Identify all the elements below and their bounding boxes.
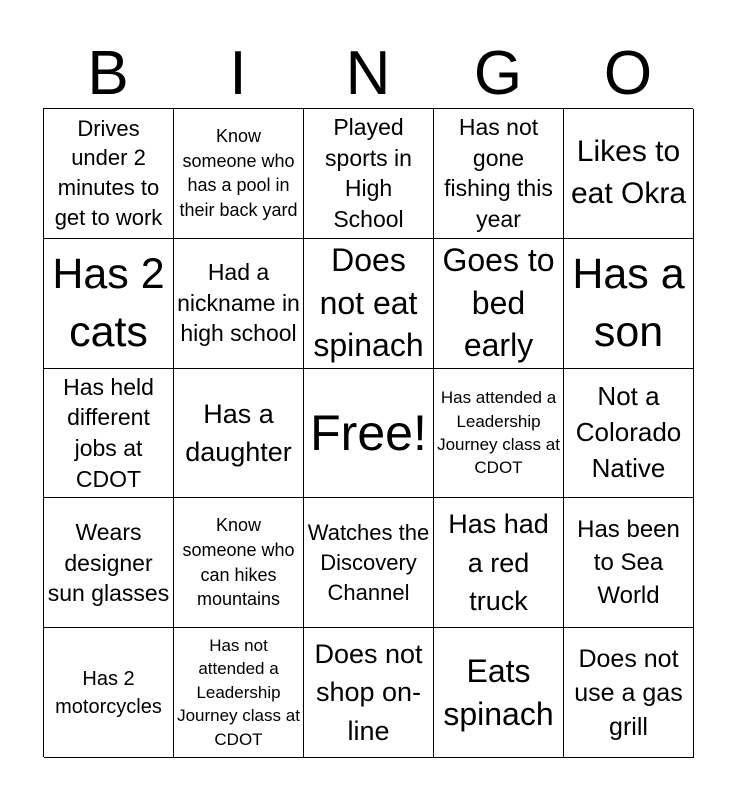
- bingo-cell-text: Had a nickname in high school: [177, 259, 300, 347]
- bingo-cell-text: Has a daughter: [185, 398, 292, 467]
- bingo-cell-text: Free!: [310, 404, 427, 461]
- bingo-cell-r3-c5[interactable]: [564, 369, 694, 499]
- bingo-cell-text: Has been to Sea World: [577, 516, 680, 610]
- bingo-cell-text: Know someone who can hikes mountains: [182, 515, 295, 610]
- header-letter-g: G: [473, 39, 523, 108]
- bingo-cell-text: Watches the Discovery Channel: [307, 519, 430, 605]
- bingo-cell-r5-c3[interactable]: [304, 628, 434, 758]
- header-letter-o: O: [603, 39, 653, 108]
- bingo-cell-r5-c2[interactable]: [174, 628, 304, 758]
- bingo-cell-text: Does not shop on-line: [314, 639, 423, 746]
- bingo-cell-r3-c1[interactable]: [44, 369, 174, 499]
- bingo-cell-r1-c5[interactable]: [564, 109, 694, 239]
- bingo-cell-r2-c2[interactable]: [174, 239, 304, 369]
- bingo-cell-text: Does not eat spinach: [313, 242, 424, 364]
- bingo-cell-r5-c5[interactable]: [564, 628, 694, 758]
- bingo-cell-text: Has attended a Leadership Journey class at CDOT: [437, 388, 560, 478]
- bingo-cell-text: Goes to bed early: [442, 242, 555, 364]
- bingo-cell-r1-c3[interactable]: [304, 109, 434, 239]
- bingo-cell-r3-c2[interactable]: [174, 369, 304, 499]
- bingo-cell-r4-c2[interactable]: [174, 498, 304, 628]
- bingo-header: [43, 40, 693, 108]
- bingo-cell-r1-c2[interactable]: [174, 109, 304, 239]
- bingo-cell-text: Know someone who has a pool in their back yard: [179, 126, 298, 221]
- bingo-cell-r3-c4[interactable]: [434, 369, 564, 499]
- bingo-cell-r4-c1[interactable]: [44, 498, 174, 628]
- header-letter-i: I: [229, 39, 247, 108]
- bingo-cell-text: Has not gone fishing this year: [444, 114, 553, 232]
- bingo-cell-r2-c1[interactable]: [44, 239, 174, 369]
- bingo-cell-text: Has held different jobs at CDOT: [63, 373, 154, 492]
- bingo-cell-r5-c4[interactable]: [434, 628, 564, 758]
- bingo-cell-r5-c1[interactable]: [44, 628, 174, 758]
- bingo-cell-text: Drives under 2 minutes to get to work: [54, 115, 163, 231]
- bingo-cell-text: Has 2 cats: [52, 250, 165, 357]
- bingo-cell-text: Wears designer sun glasses: [47, 518, 170, 607]
- bingo-cell-text: Has not attended a Leadership Journey class at CDOT: [177, 635, 300, 749]
- bingo-cell-text: Eats spinach: [443, 653, 554, 732]
- bingo-cell-r2-c3[interactable]: [304, 239, 434, 369]
- bingo-cell-r2-c4[interactable]: [434, 239, 564, 369]
- bingo-cell-text: Does not use a gas grill: [574, 644, 683, 741]
- bingo-cell-text: Has had a red truck: [448, 509, 549, 616]
- header-letter-b: B: [87, 39, 129, 108]
- header-letter-n: N: [345, 39, 391, 108]
- bingo-cell-r1-c4[interactable]: [434, 109, 564, 239]
- bingo-cell-r1-c1[interactable]: [44, 109, 174, 239]
- bingo-cell-r2-c5[interactable]: [564, 239, 694, 369]
- bingo-cell-text: Has 2 motorcycles: [55, 667, 162, 718]
- bingo-grid: [43, 108, 693, 757]
- bingo-cell-text: Played sports in High School: [325, 114, 412, 232]
- bingo-cell-text: Not a Colorado Native: [575, 381, 682, 483]
- bingo-cell-text: Likes to eat Okra: [570, 135, 687, 211]
- bingo-cell-r4-c5[interactable]: [564, 498, 694, 628]
- bingo-cell-r4-c4[interactable]: [434, 498, 564, 628]
- bingo-cell-r3-c3[interactable]: [304, 369, 434, 499]
- bingo-cell-r4-c3[interactable]: [304, 498, 434, 628]
- bingo-cell-text: Has a son: [572, 250, 685, 357]
